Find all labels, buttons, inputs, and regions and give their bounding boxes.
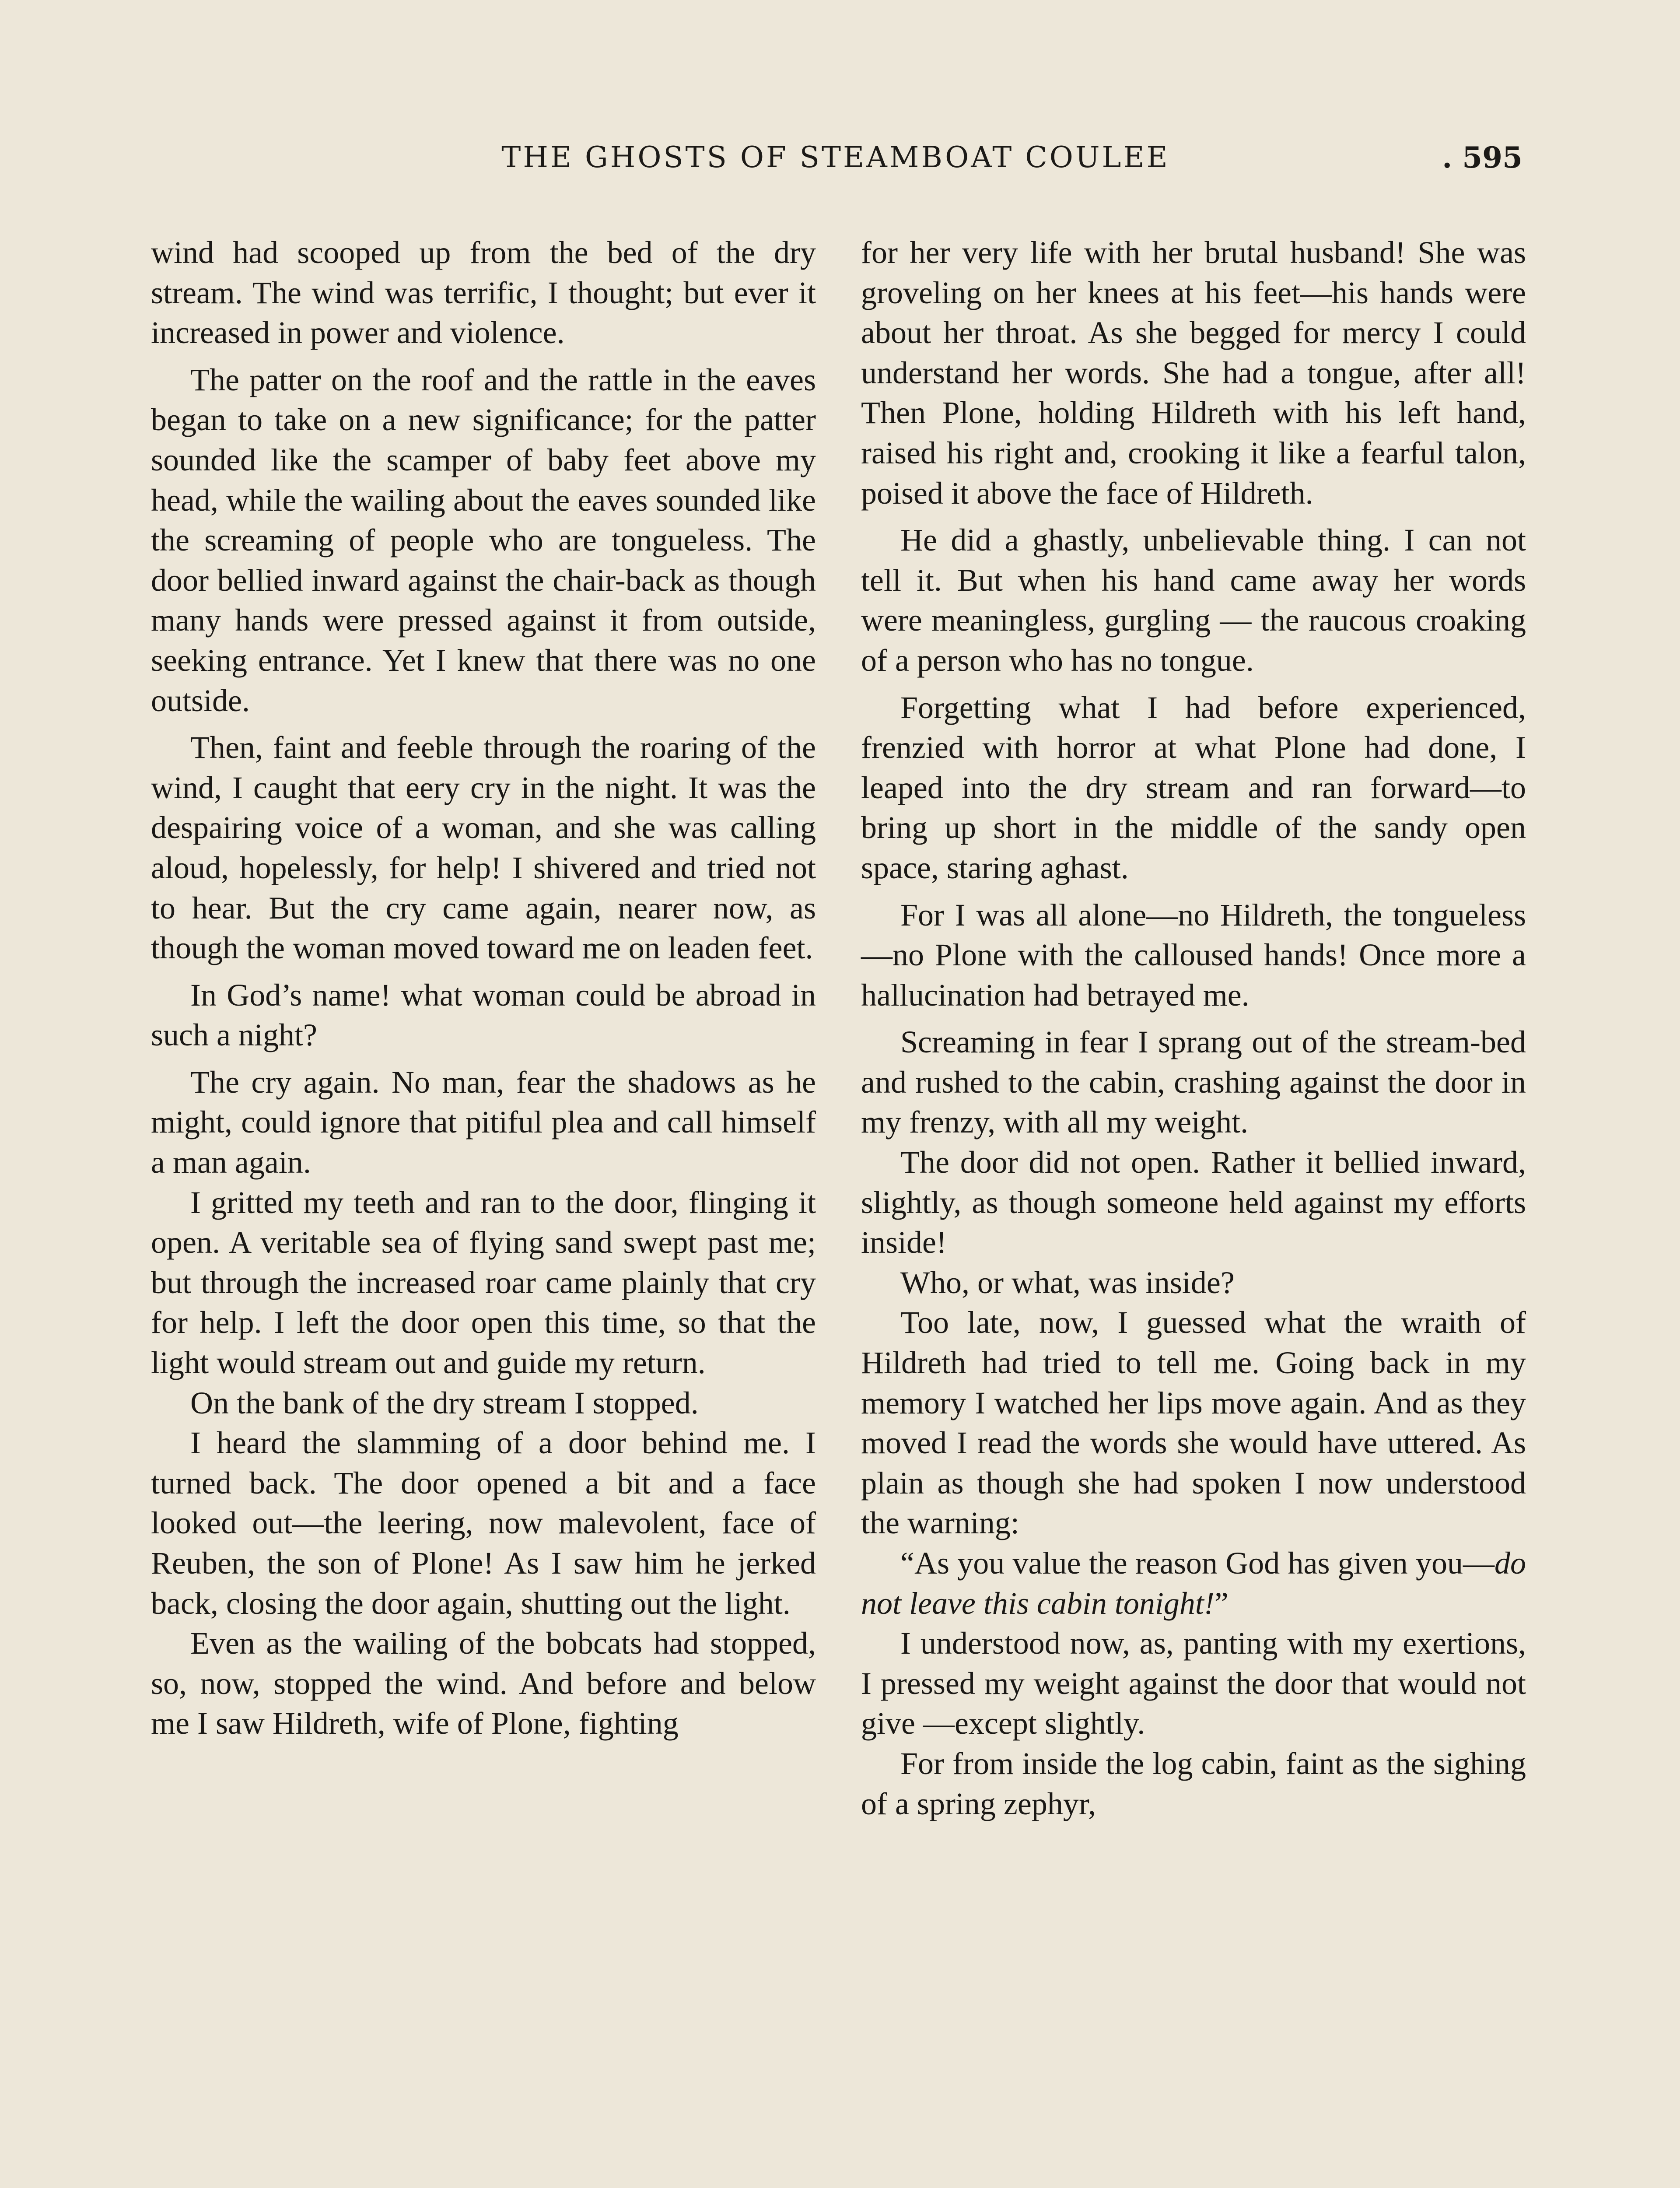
running-header	[149, 133, 1522, 182]
paragraph: wind had scooped up from the bed of the dry stream. The wind was terrific, I thought; but ever it increased in power and violence.	[151, 235, 816, 351]
page-number: . 595	[1442, 140, 1522, 175]
paragraph: For I was all alone—no Hildreth, the tongueless—no Plone with the calloused hands! Once more a hallucination had betrayed me.	[861, 897, 1526, 1013]
paragraph: I gritted my teeth and ran to the door, flinging it open. A veritable sea of flying sand swept past me; but through the increased roar came plainly that cry for help. I left the door open this time, so that the light would stream out and guide my return.	[151, 1185, 816, 1381]
quote-emphasis: do not leave this cabin tonight!	[861, 1546, 1526, 1621]
paragraph: I understood now, as, panting with my exertions, I pressed my weight against the door that would not give —except slightly.	[861, 1626, 1526, 1741]
paragraph: For from inside the log cabin, faint as the sighing of a spring zephyr,	[861, 1746, 1526, 1821]
left-text-column	[151, 233, 816, 1744]
paragraph: for her very life with her brutal husband! She was groveling on her knees at his feet—his hands were about her throat. As she begged for mercy I could understand her words. She had a tongue, after all! Then Plone, holding Hildreth with his left hand, raised his right and, crooking it like a fearful talon, poised it above the face of Hildreth.	[861, 235, 1526, 511]
right-text-column	[861, 233, 1526, 1824]
paragraph: He did a ghastly, unbelievable thing. I can not tell it. But when his hand came away her words were meaningless, gurgling — the raucous croaking of a person who has no tongue.	[861, 522, 1526, 678]
paragraph: Screaming in fear I sprang out of the stream-bed and rushed to the cabin, crashing against the door in my frenzy, with all my weight.	[861, 1024, 1526, 1140]
quote-text: “As you value the reason God has given you—	[900, 1546, 1494, 1581]
paragraph: Then, faint and feeble through the roaring of the wind, I caught that eery cry in the night. It was the despairing voice of a woman, and she was calling aloud, hopelessly, for help! I shivered and tried not to hear. But the cry came again, nearer now, as though the woman moved toward me on leaden feet.	[151, 730, 816, 966]
paragraph: The patter on the roof and the rattle in the eaves began to take on a new significance; for the patter sounded like the scamper of baby feet above my head, while the wailing about the eaves sounded like the screaming of people who are tongueless. The door bellied inward against the chair-back as though many hands were pressed against it from outside, seeking entrance. Yet I knew that there was no one outside.	[151, 362, 816, 718]
paragraph: The door did not open. Rather it bellied inward, slightly, as though someone held against my efforts inside!	[861, 1145, 1526, 1260]
paragraph: Too late, now, I guessed what the wraith of Hildreth had tried to tell me. Going back in my memory I watched her lips move again. And as they moved I read the words she would have uttered. As plain as though she had spoken I now understood the warning:	[861, 1305, 1526, 1541]
paragraph: In God’s name! what woman could be abroad in such a night?	[151, 977, 816, 1053]
paragraph: Forgetting what I had before experienced, frenzied with horror at what Plone had done, I leaped into the dry stream and ran forward—to bring up short in the middle of the sandy open space, staring aghast.	[861, 690, 1526, 885]
paragraph: Who, or what, was inside?	[900, 1265, 1235, 1300]
paragraph: Even as the wailing of the bobcats had stopped, so, now, stopped the wind. And before and below me I saw Hildreth, wife of Plone, fighting	[151, 1626, 816, 1741]
warning-quote	[861, 1543, 1526, 1623]
paragraph: The cry again. No man, fear the shadows as he might, could ignore that pitiful plea and call himself a man again.	[151, 1064, 816, 1180]
paragraph: On the bank of the dry stream I stopped.	[190, 1385, 699, 1420]
chapter-title: THE GHOSTS OF STEAMBOAT COULEE	[501, 140, 1170, 174]
paragraph: I heard the slamming of a door behind me. I turned back. The door opened a bit and a face looked out—the leering, now malevolent, face of Reuben, the son of Plone! As I saw him he jerked back, closing the door again, shutting out the light.	[151, 1425, 816, 1621]
quote-close: ”	[1214, 1585, 1228, 1621]
